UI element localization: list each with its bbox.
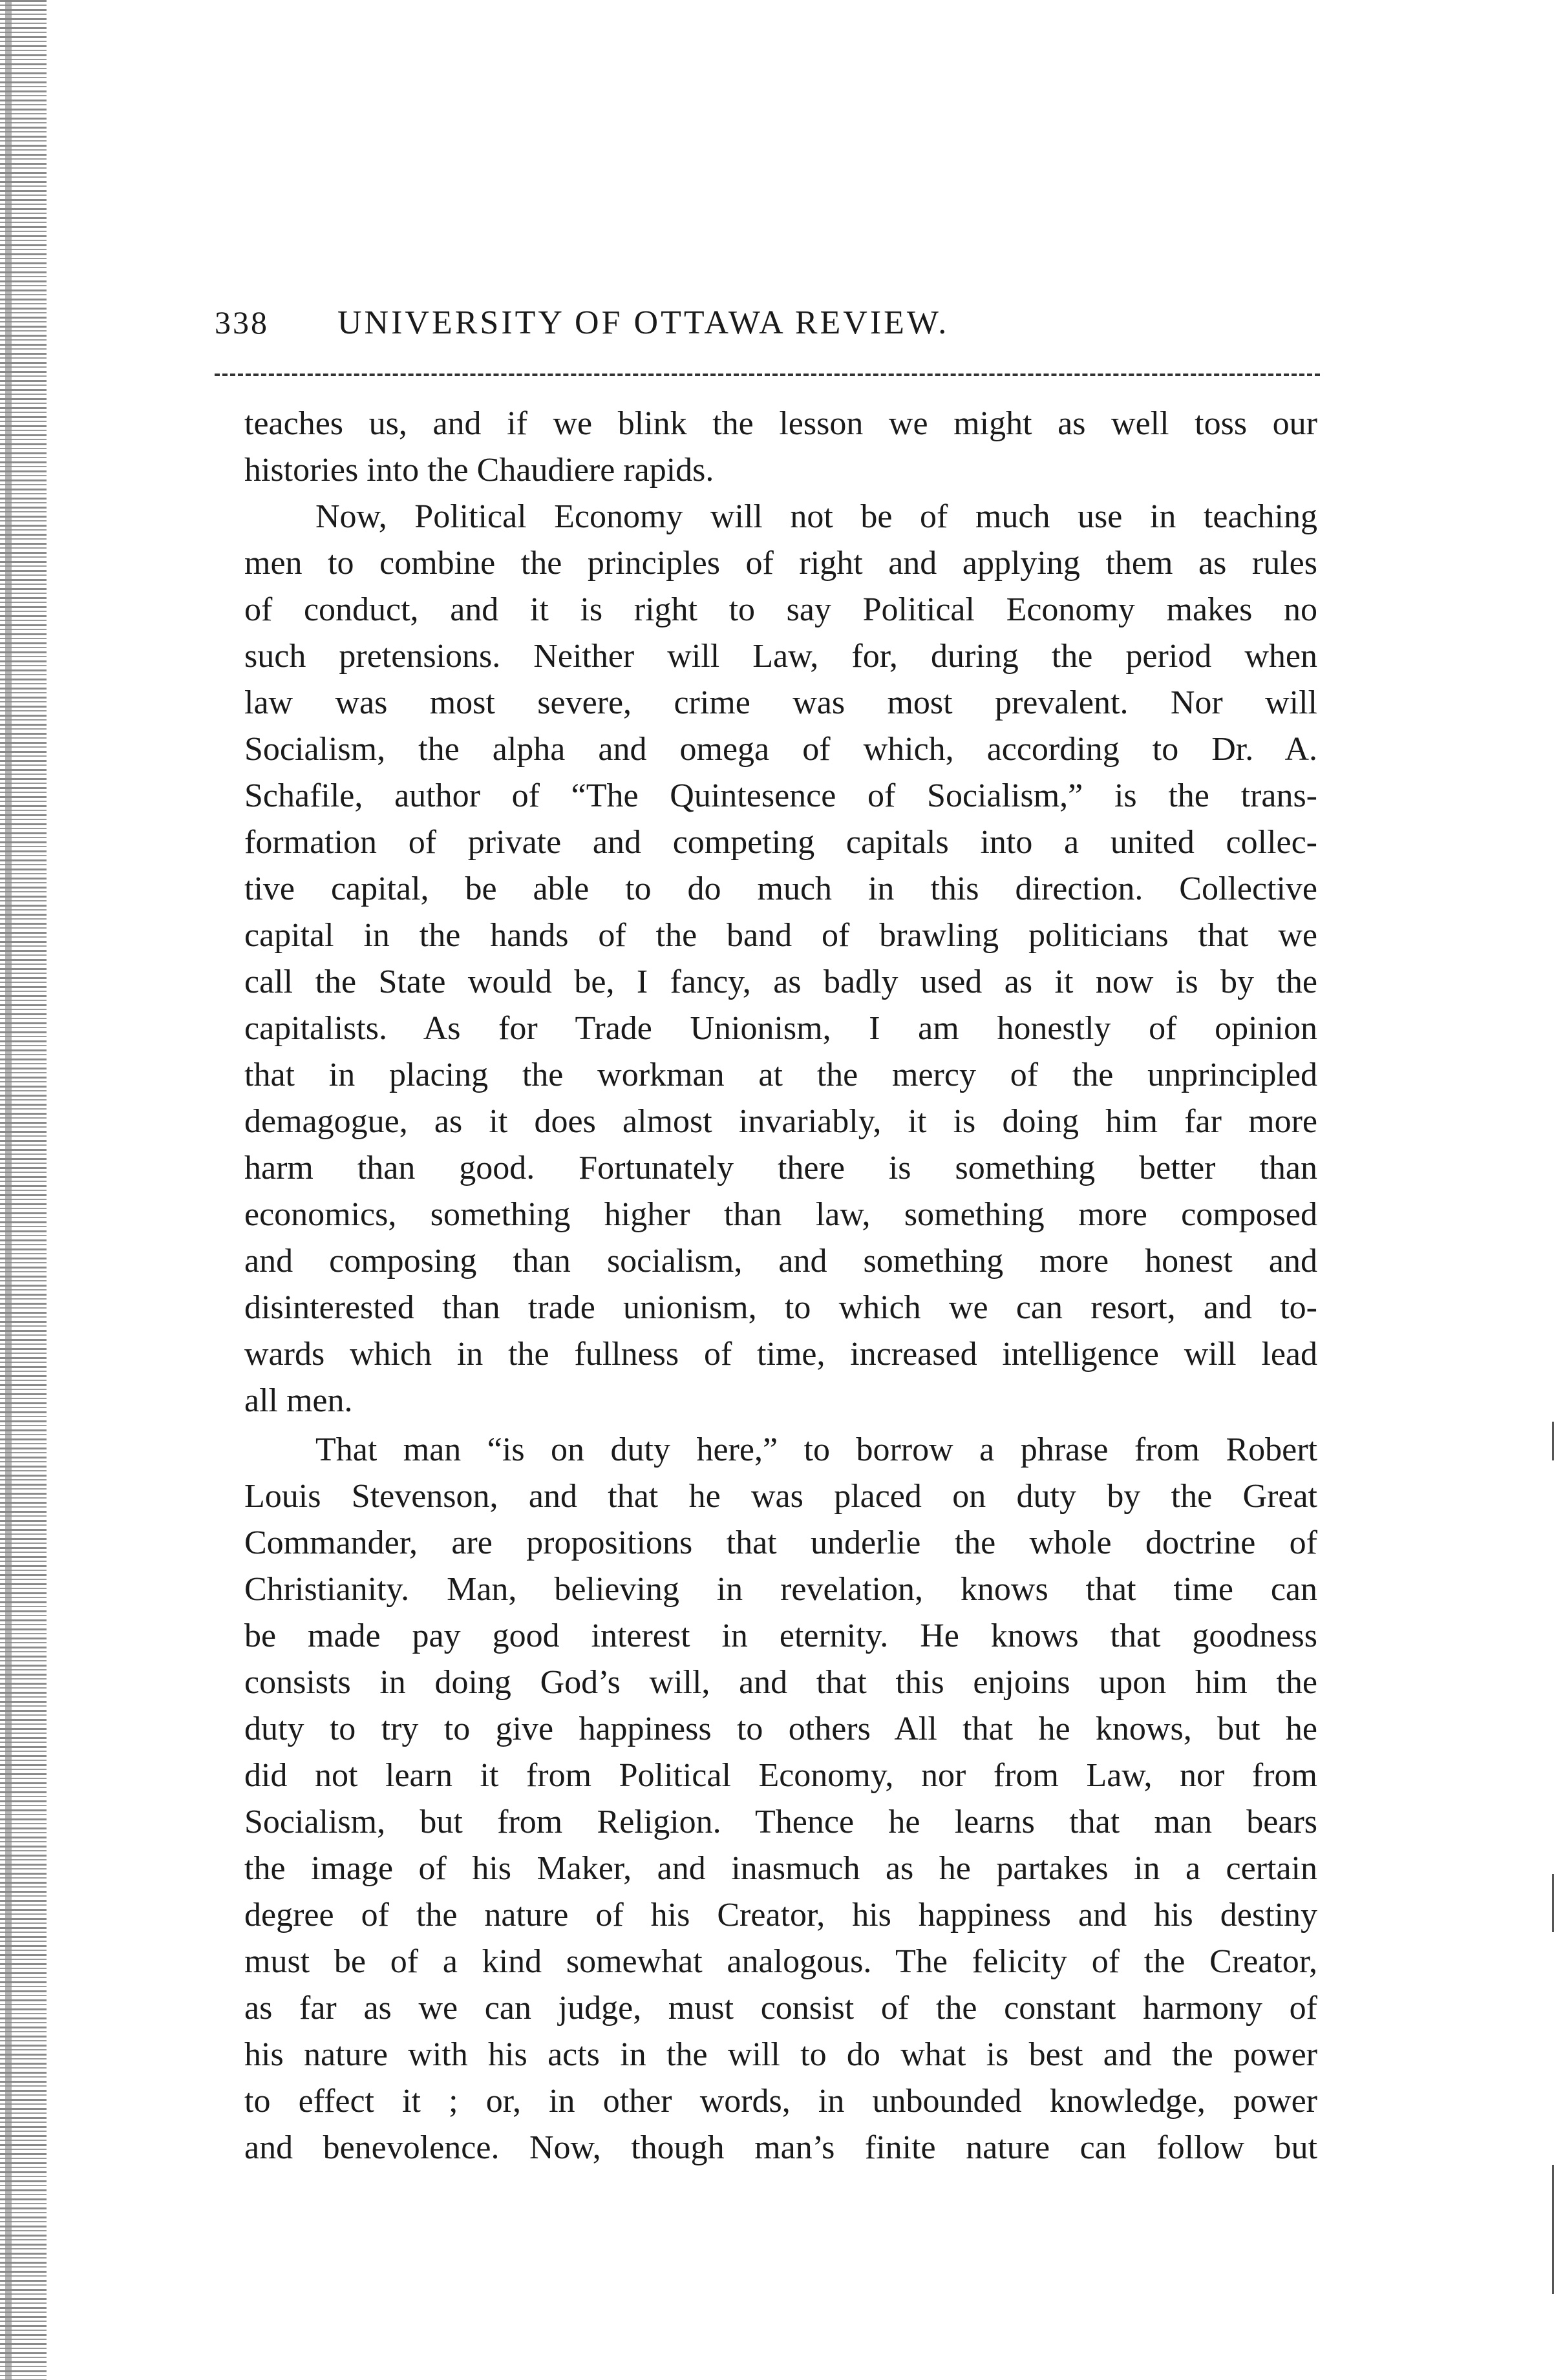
text-line: and composing than socialism, and something more honest and (244, 1243, 1317, 1280)
text-line: of conduct, and it is right to say Political Economy makes no (244, 591, 1317, 628)
scanned-binding-edge (0, 0, 47, 2380)
text-line: teaches us, and if we blink the lesson we might as well toss our (244, 405, 1317, 442)
text-line: Commander, are propositions that underlie the whole doctrine of (244, 1524, 1317, 1561)
text-line: Christianity. Man, believing in revelation, knows that time can (244, 1571, 1317, 1608)
text-line: capital in the hands of the band of brawling politicians that we (244, 917, 1317, 954)
text-line: law was most severe, crime was most prevalent. Nor will (244, 684, 1317, 721)
text-line: formation of private and competing capitals into a united collec- (244, 824, 1317, 861)
text-line: tive capital, be able to do much in this direction. Collective (244, 870, 1317, 907)
journal-title: UNIVERSITY OF OTTAWA REVIEW. (337, 304, 950, 341)
running-head (215, 304, 1320, 349)
text-line: his nature with his acts in the will to do what is best and the power (244, 2036, 1317, 2073)
text-line: Socialism, but from Religion. Thence he learns that man bears (244, 1804, 1317, 1840)
text-line: duty to try to give happiness to others All that he knows, but he (244, 1711, 1317, 1747)
text-line: Louis Stevenson, and that he was placed on duty by the Great (244, 1478, 1317, 1515)
text-line: Now, Political Economy will not be of much use in teaching (315, 498, 1317, 535)
body-text (244, 401, 1317, 2171)
text-line: economics, something higher than law, something more composed (244, 1196, 1317, 1233)
text-line: disinterested than trade unionism, to which we can resort, and to- (244, 1289, 1317, 1326)
text-line: men to combine the principles of right and applying them as rules (244, 545, 1317, 582)
text-line: that in placing the workman at the mercy of the unprincipled (244, 1057, 1317, 1093)
scan-speck (1552, 1422, 1554, 1460)
text-line: as far as we can judge, must consist of the constant harmony of (244, 1990, 1317, 2027)
text-line: consists in doing God’s will, and that this enjoins upon him the (244, 1664, 1317, 1701)
header-rule (215, 374, 1320, 376)
paragraph (244, 494, 1317, 1424)
text-line: degree of the nature of his Creator, his happiness and his destiny (244, 1897, 1317, 1933)
page-number: 338 (215, 304, 269, 341)
text-line: That man “is on duty here,” to borrow a phrase from Robert (315, 1431, 1317, 1468)
text-line: histories into the Chaudiere rapids. (244, 452, 714, 489)
text-line: all men. (244, 1382, 353, 1419)
text-line: be made pay good interest in eternity. He knows that goodness (244, 1617, 1317, 1654)
text-line: must be of a kind somewhat analogous. The felicity of the Creator, (244, 1943, 1317, 1980)
text-line: Socialism, the alpha and omega of which, according to Dr. A. (244, 731, 1317, 768)
paragraph (244, 401, 1317, 494)
scan-speck (1552, 2165, 1554, 2294)
text-line: and benevolence. Now, though man’s finite nature can follow but (244, 2129, 1317, 2166)
text-line: did not learn it from Political Economy, nor from Law, nor from (244, 1757, 1317, 1794)
text-line: to effect it ; or, in other words, in unbounded knowledge, power (244, 2083, 1317, 2120)
text-line: wards which in the fullness of time, increased intelligence will lead (244, 1336, 1317, 1373)
text-line: harm than good. Fortunately there is something better than (244, 1150, 1317, 1186)
text-line: capitalists. As for Trade Unionism, I am honestly of opinion (244, 1010, 1317, 1047)
text-line: such pretensions. Neither will Law, for, during the period when (244, 638, 1317, 675)
text-line: the image of his Maker, and inasmuch as he partakes in a certain (244, 1850, 1317, 1887)
scan-speck (1552, 1874, 1554, 1932)
text-line: call the State would be, I fancy, as badly used as it now is by the (244, 964, 1317, 1000)
text-line: demagogue, as it does almost invariably, it is doing him far more (244, 1103, 1317, 1140)
text-line: Schafile, author of “The Quintesence of Socialism,” is the trans- (244, 777, 1317, 814)
paragraph (244, 1427, 1317, 2171)
